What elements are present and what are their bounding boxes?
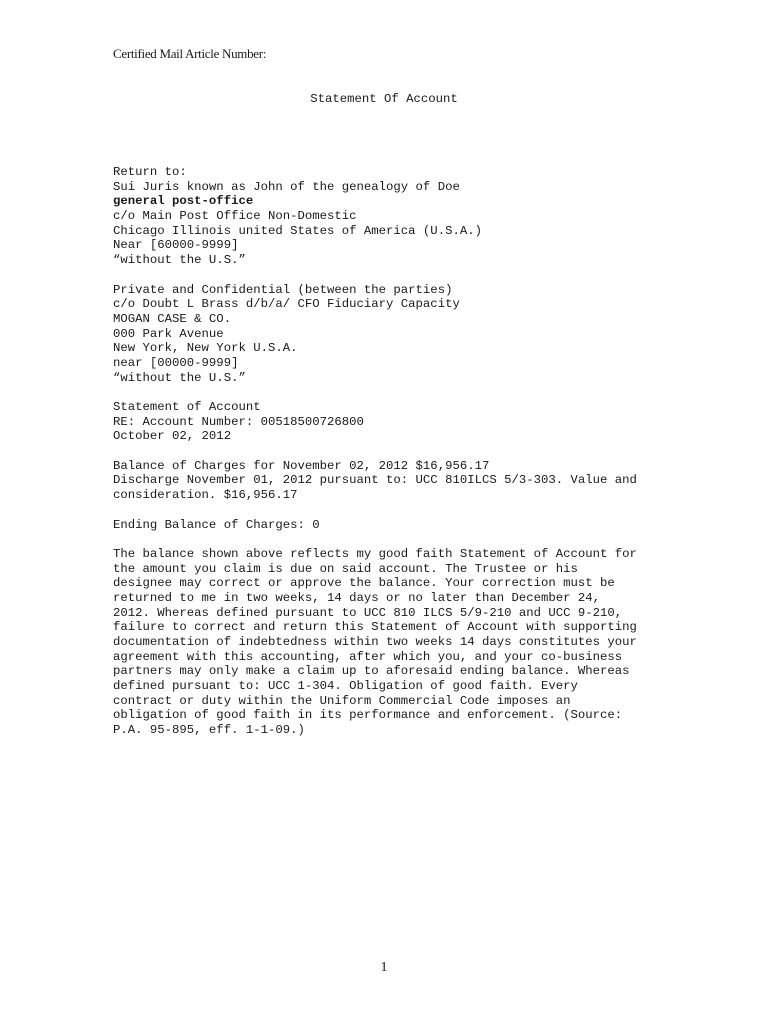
return-to-label: Return to: <box>113 165 187 179</box>
paragraph-line: partners may only make a claim up to aforesaid ending balance. Whereas <box>113 664 630 679</box>
return-to-line: c/o Main Post Office Non-Domestic <box>113 209 357 224</box>
recipient-line: c/o Doubt L Brass d/b/a/ CFO Fiduciary Capacity <box>113 297 460 312</box>
paragraph-line: agreement with this accounting, after which you, and your co-business <box>113 649 623 664</box>
spacer <box>113 532 658 547</box>
spacer <box>113 268 658 283</box>
page-number: 1 <box>380 960 388 975</box>
return-to-line: general post-office <box>113 194 254 209</box>
recipient-line: “without the U.S.” <box>113 370 246 385</box>
discharge-line: Discharge November 01, 2012 pursuant to: UCC 810ILCS 5/3-303. Value and <box>113 473 637 488</box>
paragraph-line: failure to correct and return this Statement of Account with supporting <box>113 620 637 635</box>
certified-mail-label: Certified Mail Article Number: <box>113 46 267 61</box>
ending-balance: Ending Balance of Charges: 0 <box>113 517 320 532</box>
recipient-line: near [00000-9999] <box>113 355 239 370</box>
return-to-line: “without the U.S.” <box>113 253 246 268</box>
statement-date: October 02, 2012 <box>113 429 232 444</box>
discharge-line: consideration. $16,956.17 <box>113 488 298 503</box>
paragraph-line: the amount you claim is due on said account. The Trustee or his <box>113 561 578 576</box>
balance-of-charges: Balance of Charges for November 02, 2012 $16,956.17 <box>113 458 490 473</box>
paragraph-line: contract or duty within the Uniform Commercial Code imposes an <box>113 693 571 708</box>
recipient-line: MOGAN CASE & CO. <box>113 311 232 326</box>
paragraph-line: returned to me in two weeks, 14 days or no later than December 24, <box>113 590 601 605</box>
recipient-line: New York, New York U.S.A. <box>113 341 298 356</box>
account-number: RE: Account Number: 00518500726800 <box>113 414 364 429</box>
charges-block <box>113 459 658 503</box>
document-body <box>113 165 658 738</box>
spacer <box>113 503 658 518</box>
return-to-line: Sui Juris known as John of the genealogy of Doe <box>113 179 460 194</box>
statement-block <box>113 400 658 444</box>
paragraph-line: The balance shown above reflects my good faith Statement of Account for <box>113 546 637 561</box>
paragraph-line: designee may correct or approve the balance. Your correction must be <box>113 576 615 591</box>
statement-heading: Statement of Account <box>113 400 261 414</box>
spacer <box>113 444 658 459</box>
paragraph-line: obligation of good faith in its performance and enforcement. (Source: <box>113 708 623 723</box>
recipient-line: Private and Confidential (between the parties) <box>113 282 453 297</box>
recipient-block <box>113 283 658 386</box>
recipient-line: 000 Park Avenue <box>113 326 224 341</box>
paragraph-line: documentation of indebtedness within two weeks 14 days constitutes your <box>113 635 637 649</box>
paragraph-line: defined pursuant to: UCC 1-304. Obligation of good faith. Every <box>113 679 578 694</box>
return-to-block <box>113 165 658 268</box>
return-to-line: Chicago Illinois united States of America (U.S.A.) <box>113 223 482 238</box>
spacer <box>113 385 658 400</box>
paragraph-line: P.A. 95-895, eff. 1-1-09.) <box>113 723 305 738</box>
return-to-line: Near [60000-9999] <box>113 238 239 253</box>
paragraph-line: 2012. Whereas defined pursuant to UCC 810 ILCS 5/9-210 and UCC 9-210, <box>113 605 623 620</box>
terms-paragraph <box>113 547 658 738</box>
page-title: Statement Of Account <box>310 92 458 106</box>
